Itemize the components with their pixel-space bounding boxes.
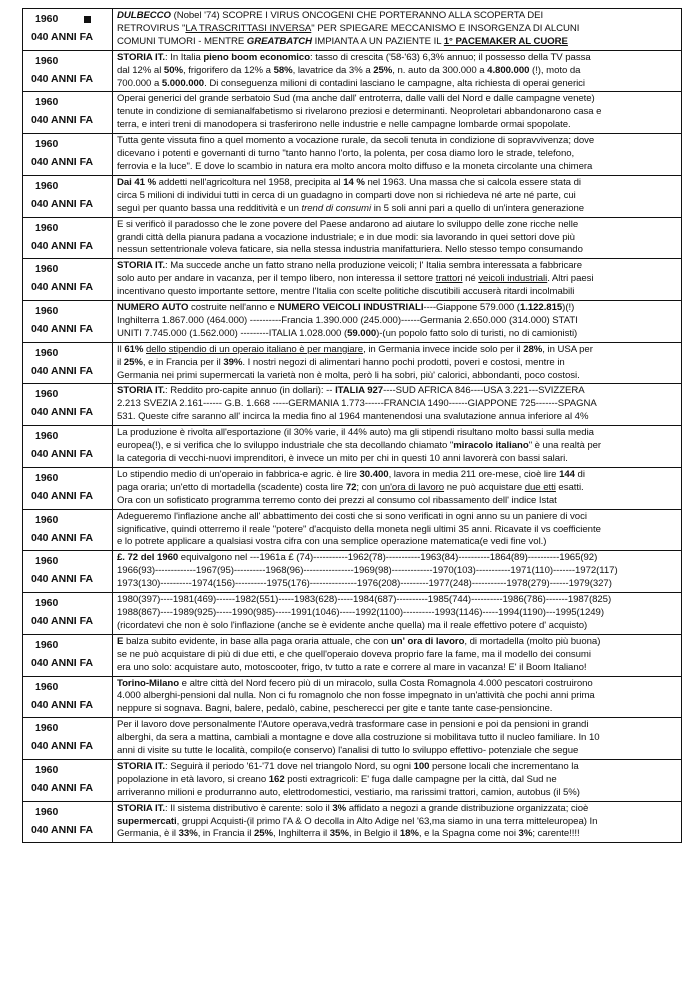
entry-text-line: anni di visite su tutte le località, compilo(e conservo) l'analisi di tutto lo sviluppo effettivo- potenziale che segue <box>117 745 579 757</box>
year-label <box>27 805 109 819</box>
chronology-table <box>22 8 682 843</box>
entry-text-line: 700.000 a 5.000.000. Di conseguenza milioni di contadini lasciano le campagne, alta richiesta di operai generici <box>117 77 586 89</box>
entry-text-cell <box>113 676 682 718</box>
chronology-row <box>23 551 682 593</box>
entry-text-cell <box>113 9 682 51</box>
entry-text-line: terra, e interi treni di manodopera si trasferirono nelle industrie e nelle campagne lombarde ormai spopolate. <box>117 119 571 131</box>
year-label <box>27 95 109 109</box>
years-ago-label: 040 ANNI FA <box>31 31 94 43</box>
year-text: 1960 <box>35 555 59 568</box>
date-cell <box>23 551 113 593</box>
entry-text-cell <box>113 509 682 551</box>
entry-text-line: STORIA IT.: Ma succede anche un fatto strano nella produzione veicoli; l' Italia sembra interessata a fabbricare <box>117 260 582 272</box>
date-cell <box>23 676 113 718</box>
year-label <box>27 471 109 485</box>
chronology-row <box>23 426 682 468</box>
entry-text-cell <box>113 426 682 468</box>
document-page <box>22 8 682 843</box>
years-ago-label: 040 ANNI FA <box>31 781 94 794</box>
entry-text-line: 1988(867)----1989(925)-----1990(985)-----1991(1046)-----1992(1100)----------1993(1146)-----1994(1190)---1995(1249) <box>117 606 604 618</box>
chronology-row <box>23 718 682 760</box>
entry-text-line: STORIA IT.: In Italia pieno boom economico: tasso di crescita ('58-'63) 6,3% annuo; il possesso della TV passa <box>117 51 591 63</box>
year-label <box>27 304 109 318</box>
date-cell <box>23 509 113 551</box>
entry-text-line: STORIA IT.: Reddito pro-capite annuo (in dollari): -- ITALIA 927----SUD AFRICA 846----USA 3.221---SVIZZERA <box>117 385 585 397</box>
entry-text-line: (ricordatevi che non è solo l'inflazione (anche se è evidente anche quella) ma il reale effettivo potere d' acquisto) <box>117 619 588 631</box>
chronology-row <box>23 759 682 801</box>
entry-text-line: Germania nei primi supermercati la varietà non è molta, però li ha sobri, più' calorici, abbondanti, poco costosi. <box>117 369 580 381</box>
entry-text-line: 4.000 alberghi-pensioni dal nulla. Non ci fu romagnolo che non fosse impegnato in un'attività che pochi anni prima <box>117 690 595 702</box>
chronology-row <box>23 593 682 635</box>
date-cell <box>23 593 113 635</box>
year-text: 1960 <box>35 471 59 484</box>
entry-text-line: Per il lavoro dove personalmente l'Autore operava,vedrà trasformare case in pensioni e poi da pensioni in grandi <box>117 719 589 731</box>
chronology-row <box>23 467 682 509</box>
entry-text-line: DULBECCO (Nobel '74) SCOPRE I VIRUS ONCOGENI CHE PORTERANNO ALLA SCOPERTA DEI <box>117 10 544 21</box>
date-cell <box>23 217 113 259</box>
entry-text-line: E si verificò il paradosso che le zone povere del Paese andarono ad aiutare lo sviluppo delle zone ricche nelle <box>117 218 579 230</box>
years-ago-label: 040 ANNI FA <box>31 156 94 169</box>
year-label <box>27 680 109 694</box>
entry-text-line: Inghilterra 1.867.000 (464.000) ----------Francia 1.390.000 (245.000)------Germania 2.650.000 (314.000) STATI <box>117 314 578 326</box>
entry-text-line: dicevano i potenti e governanti di turno "tanto hanno l'orto, la polenta, per cosa diamo loro le strade, telefono, <box>117 148 575 160</box>
entry-text-line: Torino-Milano e altre città del Nord fecero più di un miracolo, sulla Costa Romagnola 4.000 pescatori costruirono <box>117 677 593 689</box>
entry-text-line: ferrovia e la luce". E dove lo scambio in natura era molto ancora molto diffuso e la moneta circolante una chimera <box>117 160 593 172</box>
date-cell <box>23 801 113 843</box>
entry-text-line: alberghi, da sera a mattina, cambiali a montagne e dove alla costruzione si mobilitava tutto il nucleo familiare. In 10 <box>117 732 600 744</box>
entry-text-line: circa 5 milioni di individui tutti in cerca di un guadagno in comparti dove non si richiedeva né arte né parte, cui <box>117 189 576 201</box>
years-ago-label: 040 ANNI FA <box>31 406 94 419</box>
bullet-marker-icon <box>84 16 91 23</box>
year-text: 1960 <box>35 722 59 735</box>
date-cell <box>23 467 113 509</box>
year-label <box>27 721 109 735</box>
year-text: 1960 <box>35 263 59 276</box>
year-label <box>27 346 109 360</box>
chronology-row <box>23 175 682 217</box>
entry-text-line: 1966(93)-------------1967(95)----------1968(96)----------------1969(98)-------------1970(103)-----------1971(110)-------1972(117) <box>117 565 618 577</box>
entry-text-line: 2.213 SVEZIA 2.161------ G.B. 1.668 -----GERMANIA 1.773------FRANCIA 1490------GIAPPONE 725-------SPAGNA <box>117 398 597 410</box>
entry-text-line: e lo potrete applicare a qualsiasi vostra cifra con una semplice operazione matematica(e vedi fine vol.) <box>117 536 547 548</box>
years-ago-label: 040 ANNI FA <box>31 489 94 502</box>
years-ago-label: 040 ANNI FA <box>31 573 94 586</box>
year-label <box>27 554 109 568</box>
year-text: 1960 <box>35 638 59 651</box>
years-ago-label: 040 ANNI FA <box>31 740 94 753</box>
year-text: 1960 <box>35 179 59 192</box>
entry-text-line: £. 72 del 1960 equivalgono nel ---1961a £ (74)-----------1962(78)-----------1963(84)----------1864(89)----------1965(92) <box>117 552 598 564</box>
entry-text-line: 531. Queste cifre saranno all' incirca la media fino al 1964 mantenendosi una svalutazione annua inferiore al 4% <box>117 411 589 423</box>
years-ago-label: 040 ANNI FA <box>31 323 94 336</box>
entry-text-line: supermercati, gruppi Acquisti-(il primo l'A & O decolla in Alto Adige nel '63,ma siamo in una terra mitteleuropea) In <box>117 815 598 827</box>
year-text: 1960 <box>35 13 59 25</box>
years-ago-label: 040 ANNI FA <box>31 531 94 544</box>
entry-text-line: neppure si sognava. Bagni, balere, pedalò, cabine, pescherecci per gite e tante tante case-pensioncine. <box>117 703 553 715</box>
chronology-row <box>23 676 682 718</box>
date-cell <box>23 134 113 176</box>
entry-text-line: grandi città della pianura padana a vocazione industriale; e in due modi: sia lavorando in quei settori dove più <box>117 231 575 243</box>
year-label <box>27 137 109 151</box>
year-text: 1960 <box>35 305 59 318</box>
year-label <box>27 179 109 193</box>
year-text: 1960 <box>35 138 59 151</box>
years-ago-label: 040 ANNI FA <box>31 364 94 377</box>
year-label <box>27 12 109 26</box>
chronology-row <box>23 217 682 259</box>
entry-text-cell <box>113 718 682 760</box>
entry-text-line: popolazione in età lavoro, si creano 162 posti extragricoli: E' fuga dalle campagne per la città, dal Sud ne <box>117 773 557 785</box>
entry-text-cell <box>113 634 682 676</box>
entry-text-line: arriveranno milioni e produrranno auto, elettrodomestici, vestiario, ma rarissimi trattori, camion, autobus (il 5%) <box>117 786 580 798</box>
years-ago-label: 040 ANNI FA <box>31 823 94 836</box>
entry-text-line: se ne può acquistare di più di due etti, e che quell'operaio doveva proprio fare la fame, ma il modello dei consumi <box>117 648 591 660</box>
entry-text-cell <box>113 50 682 92</box>
year-label <box>27 596 109 610</box>
year-text: 1960 <box>35 346 59 359</box>
years-ago-label: 040 ANNI FA <box>31 281 94 294</box>
chronology-row <box>23 259 682 301</box>
entry-text-line: Tutta gente vissuta fino a quel momento a vocazione rurale, da secoli tenuta in condizione di sopravvivenza; dove <box>117 135 595 147</box>
date-cell <box>23 718 113 760</box>
years-ago-label: 040 ANNI FA <box>31 114 94 127</box>
year-label <box>27 763 109 777</box>
entry-text-cell <box>113 92 682 134</box>
year-text: 1960 <box>35 597 59 610</box>
date-cell <box>23 342 113 384</box>
date-cell <box>23 50 113 92</box>
year-label <box>27 513 109 527</box>
entry-text-cell <box>113 134 682 176</box>
year-text: 1960 <box>35 430 59 443</box>
entry-text-line: era uno solo: acquistare auto, motoscooter, frigo, tv tutto a rate e correre al mare in vacanza! E' il Boom Italiano! <box>117 661 587 673</box>
chronology-row <box>23 384 682 426</box>
year-label <box>27 221 109 235</box>
entry-text-line: seguì per quanto bassa una redditività e un trend di consumi in 5 soli anni pari a quello di un'intera generazione <box>117 202 585 214</box>
entry-text-line: Adegueremo l'inflazione anche all' abbattimento dei costi che si sono verificati in ogni anno su un paniere di voci <box>117 510 587 522</box>
years-ago-label: 040 ANNI FA <box>31 698 94 711</box>
years-ago-label: 040 ANNI FA <box>31 72 94 85</box>
year-text: 1960 <box>35 96 59 109</box>
entry-text-line: COMUNI TUMORI - MENTRE GREATBATCH IMPIANTA A UN PAZIENTE IL 1° PACEMAKER AL CUORE <box>117 35 568 47</box>
date-cell <box>23 259 113 301</box>
date-cell <box>23 759 113 801</box>
entry-text-cell <box>113 259 682 301</box>
years-ago-label: 040 ANNI FA <box>31 239 94 252</box>
entry-text-cell <box>113 593 682 635</box>
entry-text-cell <box>113 801 682 843</box>
chronology-row <box>23 92 682 134</box>
entry-text-line: Dai 41 % addetti nell'agricoltura nel 1958, precipita al 14 % nel 1963. Una massa che si calcola essere stata di <box>117 176 581 188</box>
date-cell <box>23 9 113 51</box>
entry-text-line: Il 61% dello stipendio di un operaio italiano è per mangiare, in Germania invece incide solo per il 28%, in USA per <box>117 343 593 355</box>
entry-text-cell <box>113 342 682 384</box>
years-ago-label: 040 ANNI FA <box>31 615 94 628</box>
year-text: 1960 <box>35 221 59 234</box>
entry-text-line: dal 12% al 50%, frigorifero da 12% a 58%, lavatrice da 3% a 25%, n. auto da 300.000 a 4.800.000 (!), moto da <box>117 64 581 76</box>
date-cell <box>23 92 113 134</box>
date-cell <box>23 384 113 426</box>
year-label <box>27 54 109 68</box>
entry-text-cell <box>113 467 682 509</box>
date-cell <box>23 634 113 676</box>
chronology-row <box>23 301 682 343</box>
entry-text-cell <box>113 217 682 259</box>
chronology-row <box>23 634 682 676</box>
date-cell <box>23 426 113 468</box>
year-text: 1960 <box>35 54 59 67</box>
year-label <box>27 387 109 401</box>
year-label <box>27 429 109 443</box>
year-text: 1960 <box>35 805 59 818</box>
entry-text-line: STORIA IT.: Il sistema distributivo è carente: solo il 3% affidato a negozi a grande distribuzione organizzata; cioè <box>117 802 589 814</box>
entry-text-line: la categoria di vecchi-nuovi imprenditori, è invece un mito per chi in questi 10 anni lavorerà con bassi salari. <box>117 453 568 464</box>
chronology-row <box>23 9 682 51</box>
entry-text-line: STORIA IT.: Seguirà il periodo '61-'71 dove nel triangolo Nord, su ogni 100 persone locali che incrementano la <box>117 760 579 772</box>
entry-text-line: solo auto per andare in vacanza, per il tempo libero, non interessa il settore trattori né veicoli industriali. Altri paesi <box>117 273 594 285</box>
entry-text-line: nessun settentrionale voleva faticare, sia nella stessa industria manifatturiera. Nello stesso tempo consumando <box>117 244 583 256</box>
entry-text-line: 1973(130)----------1974(156)----------1975(176)---------------1976(208)---------1977(248)-----------1978(279)------1979(327) <box>117 578 612 590</box>
entry-text-line: Operai generici del grande serbatoio Sud (ma anche dall' entroterra, dalle valli del Nord e dalle campagne venete) <box>117 93 595 105</box>
entry-text-line: Lo stipendio medio di un'operaio in fabbrica-e agric. è lire 30.400, lavora in media 211 ore-mese, cioè lire 144 di <box>117 468 585 480</box>
entry-text-cell <box>113 175 682 217</box>
chronology-row <box>23 134 682 176</box>
year-label <box>27 638 109 652</box>
year-text: 1960 <box>35 763 59 776</box>
entry-text-line: 1980(397)----1981(469)------1982(551)-----1983(628)-----1984(687)----------1985(744)----------1986(786)-------1987(825) <box>117 594 612 606</box>
year-label <box>27 262 109 276</box>
entry-text-line: UNITI 7.745.000 (1.562.000) ---------ITALIA 1.028.000 (59.000)-(un popolo fatto solo di turisti, no di camionisti) <box>117 327 578 339</box>
entry-text-line: europea(!), e si verifica che lo sviluppo industriale che sta decollando chiamato "miracolo italiano" è una realtà per <box>117 440 602 452</box>
date-cell <box>23 301 113 343</box>
entry-text-line: tenute in condizione di semianalfabetismo si rivelarono preziosi e determinanti. Neoproletari abbandonarono casa e <box>117 106 602 118</box>
entry-text-line: RETROVIRUS "LA TRASCRITTASI INVERSA" PER SPIEGARE MECCANISMO E INSORGENZA DI ALCUNI <box>117 22 580 34</box>
years-ago-label: 040 ANNI FA <box>31 656 94 669</box>
chronology-row <box>23 50 682 92</box>
entry-text-line: paga oraria; un'etto di mortadella (scadente) costa lire 72; con un'ora di lavoro ne può acquistare due etti esatti. <box>117 481 584 493</box>
entry-text-cell <box>113 551 682 593</box>
entry-text-cell <box>113 301 682 343</box>
year-text: 1960 <box>35 513 59 526</box>
entry-text-cell <box>113 759 682 801</box>
entry-text-line: E balza subito evidente, in base alla paga oraria attuale, che con un' ora di lavoro, di mortadella (molto più buona) <box>117 635 601 647</box>
entry-text-line: La produzione è rivolta all'esportazione (il 30% varie, il 44% auto) ma gli stipendi risultano molto bassi sulla media <box>117 427 594 439</box>
years-ago-label: 040 ANNI FA <box>31 197 94 210</box>
chronology-row <box>23 509 682 551</box>
entry-text-line: significative, quindi otterremo il reale "potere" d'acquisto della moneta negli ultimi 35 anni. Ricavate il vs coefficiente <box>117 523 601 535</box>
date-cell <box>23 175 113 217</box>
entry-text-line: il 25%, e in Francia per il 39%. I nostri negozi di alimentari hanno pochi prodotti, poveri e costosi, mentre in <box>117 356 565 368</box>
year-text: 1960 <box>35 388 59 401</box>
years-ago-label: 040 ANNI FA <box>31 448 94 461</box>
entry-text-line: Germania, è il 33%, in Francia il 25%, Inghilterra il 35%, in Belgio il 18%, e la Spagna come noi 3%; carente!!!! <box>117 828 580 840</box>
entry-text-line: NUMERO AUTO costruite nell'anno e NUMERO VEICOLI INDUSTRIALI----Giappone 579.000 (1.122.815)(!) <box>117 302 575 314</box>
entry-text-cell <box>113 384 682 426</box>
entry-text-line: incentivano questo importante settore, mentre l'Italia con scelte politiche discutibili accuserà ritardi incolmabili <box>117 286 575 298</box>
chronology-row <box>23 801 682 843</box>
year-text: 1960 <box>35 680 59 693</box>
entry-text-line: Ora con un sofisticato programma terremo conto dei prezzi al consumo col ribassamento dell' indice Istat <box>117 494 557 506</box>
chronology-row <box>23 342 682 384</box>
